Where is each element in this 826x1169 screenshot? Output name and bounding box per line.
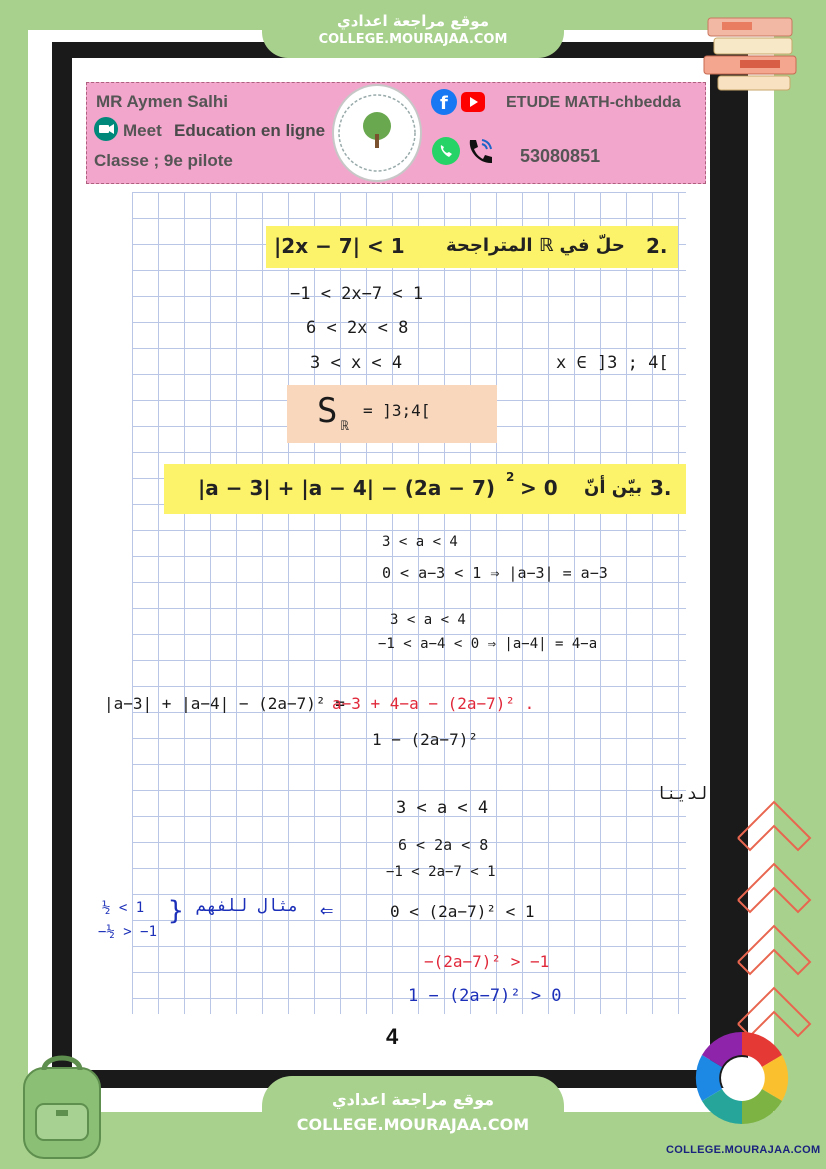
exercise-2-arabic-text: حلّ في ℝ المتراجحة	[446, 235, 625, 256]
ex3-example-line1: ½ < 1	[102, 900, 145, 916]
site-logo-wheel-icon	[692, 1022, 792, 1142]
footer-arabic-name: موقع مراجعة اعدادي	[331, 1090, 495, 1109]
ex2-line-3: 3 < x < 4	[310, 353, 403, 373]
ex3-block3-line4: 0 < (2a−7)² < 1	[390, 902, 535, 921]
exercise-3-relation: > 0	[520, 476, 558, 500]
phone-icon[interactable]	[464, 136, 494, 168]
ex2-line-2: 6 < 2x < 8	[306, 318, 409, 338]
ex3-block1-line1: 3 < a < 4	[382, 534, 458, 550]
ex3-arabic-note: لدينا	[656, 784, 708, 804]
ex3-block2-line2: −1 < a−4 < 0 ⇒ |a−4| = 4−a	[378, 636, 598, 652]
whatsapp-icon[interactable]	[431, 136, 461, 166]
ex3-block3-line1: 3 < a < 4	[396, 798, 489, 818]
exercise-2-number: 2.	[646, 234, 668, 258]
corner-logo-text: COLLEGE.MOURAJAA.COM	[666, 1144, 821, 1156]
class-label: Classe ; 9e pilote	[94, 151, 233, 170]
facebook-icon[interactable]	[430, 88, 458, 116]
exercise-2-statement	[266, 226, 678, 268]
ex3-block2-line1: 3 < a < 4	[390, 612, 466, 628]
ex2-solution-value: = ]3;4[	[363, 401, 431, 420]
site-url: COLLEGE.MOURAJAA.COM	[318, 32, 508, 47]
site-arabic-name: موقع مراجعة اعدادي	[337, 12, 489, 30]
bottom-site-banner[interactable]	[262, 1076, 564, 1152]
exercise-3-arabic-text: بيّن أنّ	[584, 477, 643, 498]
teacher-name: MR Aymen Salhi	[96, 92, 228, 111]
exercise-3-expression: |a − 3| + |a − 4| − (2a − 7)	[198, 476, 496, 500]
youtube-icon[interactable]	[460, 90, 486, 114]
ex3-implies-arrow: ⇐	[320, 898, 334, 923]
backpack-icon	[10, 1052, 114, 1162]
exercise-3-number: 3.	[650, 476, 672, 500]
exercise-3-exponent: 2	[506, 470, 515, 484]
top-site-banner[interactable]	[262, 4, 564, 58]
meet-value: Education en ligne	[174, 121, 326, 140]
ex3-expand-right: a−3 + 4−a − (2a−7)² .	[332, 694, 535, 713]
ex3-example-line2: −½ > −1	[98, 924, 158, 940]
ex2-solution-symbol: S	[317, 391, 338, 431]
ex3-example-brace: }	[168, 896, 184, 926]
ex3-block1-line2: 0 < a−3 < 1 ⇒ |a−3| = a−3	[382, 564, 608, 582]
school-logo	[332, 84, 422, 182]
page-number: 4	[386, 1024, 399, 1049]
ex2-solution-box	[287, 385, 497, 443]
books-icon	[700, 12, 804, 96]
ex3-block3-line3: −1 < 2a−7 < 1	[386, 864, 496, 880]
ex2-side-note: x ∈ ]3 ; 4[	[556, 353, 669, 373]
ex3-example-label: مثال للفهم	[196, 896, 299, 916]
ex3-final: 1 − (2a−7)² > 0	[408, 986, 562, 1006]
ex2-line-1: −1 < 2x−7 < 1	[290, 284, 424, 304]
ex3-expand-result: 1 − (2a−7)²	[372, 730, 478, 749]
google-meet-icon	[93, 116, 119, 142]
exercise-3-statement	[164, 464, 686, 514]
meet-label: Meet	[123, 121, 162, 140]
ex2-solution-subscript: ℝ	[341, 419, 349, 434]
footer-url: COLLEGE.MOURAJAA.COM	[296, 1115, 530, 1134]
ex3-step-red: −(2a−7)² > −1	[424, 952, 550, 971]
svg-text:f: f	[440, 93, 448, 114]
exercise-2-inequality: |2x − 7| < 1	[274, 234, 405, 258]
page-name: ETUDE MATH-chbedda	[506, 94, 681, 111]
ex3-expand-left: |a−3| + |a−4| − (2a−7)² =	[104, 694, 345, 713]
phone-number: 53080851	[520, 146, 601, 166]
chevron-up-decoration-icon	[732, 790, 816, 1040]
ex3-block3-line2: 6 < 2a < 8	[398, 836, 489, 854]
grid-paper	[132, 192, 686, 1014]
